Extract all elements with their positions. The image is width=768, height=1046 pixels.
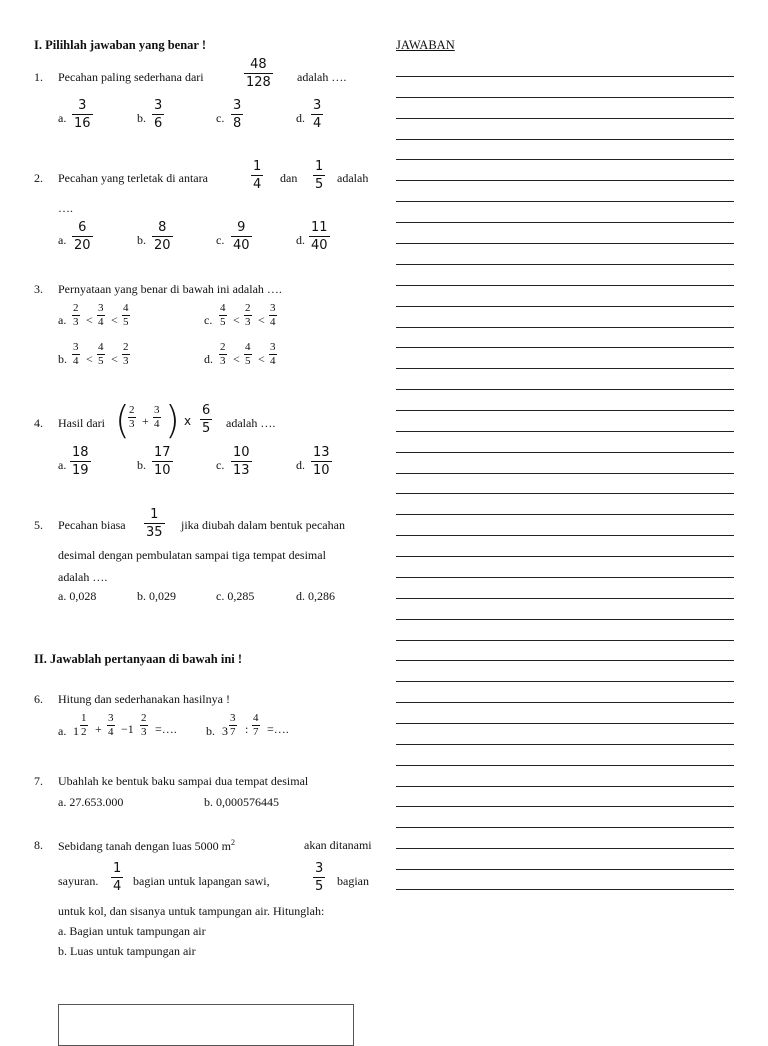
- q1-text: Pecahan paling sederhana dari: [58, 70, 204, 84]
- q1-opt-b: 3 6: [154, 98, 163, 131]
- q6-a-label: a.: [58, 724, 67, 738]
- q3-opt-a-label: a.: [58, 313, 67, 327]
- answer-line[interactable]: [396, 473, 734, 474]
- q3-opt-b-label: b.: [58, 352, 67, 366]
- q8-a: a. Bagian untuk tampungan air: [58, 924, 206, 938]
- q8-line2-a: sayuran.: [58, 874, 99, 888]
- answer-line[interactable]: [396, 180, 734, 181]
- answer-header: JAWABAN: [396, 38, 455, 52]
- answer-line[interactable]: [396, 327, 734, 328]
- q6-a-frac2: 3 4: [108, 712, 114, 738]
- q6-number: 6.: [34, 692, 43, 706]
- q4-frac-a: 2 3: [129, 404, 135, 430]
- q6-a-eq: =….: [155, 722, 177, 736]
- answer-line[interactable]: [396, 889, 734, 890]
- q4-paren-left: (: [115, 398, 130, 442]
- q8-b: b. Luas untuk tampungan air: [58, 944, 196, 958]
- q4-paren-right: ): [165, 398, 180, 442]
- q8-fraction-2: 3 5: [315, 861, 324, 894]
- q3-opt-a-f2: 3 4: [98, 302, 104, 328]
- answer-line[interactable]: [396, 744, 734, 745]
- answer-line[interactable]: [396, 723, 734, 724]
- q3-opt-d-label: d.: [204, 352, 213, 366]
- q4-opt-d: 13 10: [313, 445, 330, 478]
- q1-tail: adalah ….: [297, 70, 347, 84]
- q7-text: Ubahlah ke bentuk baku sampai dua tempat desimal: [58, 774, 309, 788]
- answer-line[interactable]: [396, 201, 734, 202]
- q5-opt-a: a. 0,028: [58, 589, 97, 603]
- q5-text2: jika diubah dalam bentuk pecahan: [181, 518, 345, 532]
- q4-opt-a: 18 19: [72, 445, 89, 478]
- q5-opt-d: d. 0,286: [296, 589, 335, 603]
- answer-line[interactable]: [396, 222, 734, 223]
- answer-line[interactable]: [396, 598, 734, 599]
- answer-box: [58, 1004, 354, 1046]
- q6-a-whole: 1: [73, 724, 79, 738]
- answer-line[interactable]: [396, 514, 734, 515]
- q3-opt-c-f2: 2 3: [245, 302, 251, 328]
- q2-text: Pecahan yang terletak di antara: [58, 171, 208, 185]
- q8-line2-b: bagian untuk lapangan sawi,: [133, 874, 270, 888]
- q6-b-label: b.: [206, 724, 215, 738]
- q2-tail: adalah: [337, 171, 369, 185]
- q6-b-frac2: 4 7: [253, 712, 259, 738]
- q4-plus: +: [142, 414, 149, 428]
- answer-line[interactable]: [396, 118, 734, 119]
- answer-line[interactable]: [396, 452, 734, 453]
- q4-number: 4.: [34, 416, 43, 430]
- answer-line[interactable]: [396, 243, 734, 244]
- answer-line[interactable]: [396, 97, 734, 98]
- q6-b-eq: =….: [267, 722, 289, 736]
- q6-a-frac1: 1 2: [81, 712, 87, 738]
- q6-b-frac1: 3 7: [230, 712, 236, 738]
- section2-title: II. Jawablah pertanyaan di bawah ini !: [34, 652, 243, 666]
- answer-line[interactable]: [396, 493, 734, 494]
- q3-opt-d-f1: 2 3: [220, 341, 226, 367]
- answer-line[interactable]: [396, 285, 734, 286]
- answer-line[interactable]: [396, 431, 734, 432]
- q1-opt-c: 3 8: [233, 98, 242, 131]
- answer-line[interactable]: [396, 264, 734, 265]
- answer-line[interactable]: [396, 702, 734, 703]
- q1-opt-a-label: a.: [58, 111, 67, 125]
- q3-opt-c-label: c.: [204, 313, 213, 327]
- q2-number: 2.: [34, 171, 43, 185]
- answer-line[interactable]: [396, 806, 734, 807]
- q3-text: Pernyataan yang benar di bawah ini adalah ….: [58, 282, 282, 296]
- q3-opt-b-f2: 4 5: [98, 341, 104, 367]
- q3-opt-d-lt1: <: [233, 352, 240, 366]
- q6-a-minus: −1: [121, 722, 134, 736]
- answer-line[interactable]: [396, 76, 734, 77]
- q3-opt-d-lt2: <: [258, 352, 265, 366]
- q2-opt-d: 11 40: [311, 220, 328, 253]
- answer-line[interactable]: [396, 827, 734, 828]
- q6-b-colon: :: [245, 722, 249, 736]
- answer-line[interactable]: [396, 786, 734, 787]
- q3-opt-c-f1: 4 5: [220, 302, 226, 328]
- q4-frac-b: 3 4: [154, 404, 160, 430]
- q4-tail: adalah ….: [226, 416, 276, 430]
- q4-opt-a-label: a.: [58, 458, 67, 472]
- q7-number: 7.: [34, 774, 43, 788]
- q1-opt-d-label: d.: [296, 111, 305, 125]
- answer-line[interactable]: [396, 556, 734, 557]
- answer-line[interactable]: [396, 410, 734, 411]
- q8-number: 8.: [34, 838, 43, 852]
- answer-line[interactable]: [396, 535, 734, 536]
- q2-dan: dan: [280, 171, 298, 185]
- q1-frac-den: 128: [246, 75, 271, 90]
- q7-b: b. 0,000576445: [204, 795, 279, 809]
- q2-fraction-2: 1 5: [315, 159, 324, 192]
- q8-line2-c: bagian: [337, 874, 369, 888]
- q4-frac-c: 6 5: [202, 403, 211, 436]
- q8-text: Sebidang tanah dengan luas 5000 $m^2$: [58, 838, 235, 853]
- q2-opt-a-label: a.: [58, 233, 67, 247]
- q1-opt-c-label: c.: [216, 111, 225, 125]
- q6-a-plus: +: [95, 722, 102, 736]
- q5-number: 5.: [34, 518, 43, 532]
- answer-line[interactable]: [396, 619, 734, 620]
- q3-opt-c-lt2: <: [258, 313, 265, 327]
- q4-opt-d-label: d.: [296, 458, 305, 472]
- q3-opt-b-lt1: <: [86, 352, 93, 366]
- q2-opt-c: 9 40: [233, 220, 250, 253]
- section1-title: I. Pilihlah jawaban yang benar !: [34, 38, 207, 52]
- q2-fraction-1: 1 4: [253, 159, 262, 192]
- q4-opt-b: 17 10: [154, 445, 171, 478]
- q8-text-end: akan ditanami: [304, 838, 372, 852]
- q3-opt-a-f1: 2 3: [73, 302, 79, 328]
- q3-opt-d-f2: 4 5: [245, 341, 251, 367]
- answer-line[interactable]: [396, 139, 734, 140]
- q4-times: x: [184, 414, 192, 428]
- q3-number: 3.: [34, 282, 43, 296]
- q2-opt-c-label: c.: [216, 233, 225, 247]
- answer-line[interactable]: [396, 640, 734, 641]
- q3-opt-a-lt2: <: [111, 313, 118, 327]
- q3-opt-d-f3: 3 4: [270, 341, 276, 367]
- q6-b-whole: 3: [222, 724, 228, 738]
- q1-number: 1.: [34, 70, 43, 84]
- q3-opt-c-lt1: <: [233, 313, 240, 327]
- q4-opt-c: 10 13: [233, 445, 250, 478]
- q5-opt-c: c. 0,285: [216, 589, 255, 603]
- answer-line[interactable]: [396, 389, 734, 390]
- answer-line[interactable]: [396, 347, 734, 348]
- q3-opt-b-f1: 3 4: [73, 341, 79, 367]
- q6-a-frac3: 2 3: [141, 712, 147, 738]
- q5-fraction: 1 35: [146, 507, 163, 540]
- answer-line[interactable]: [396, 660, 734, 661]
- answer-line[interactable]: [396, 368, 734, 369]
- q4-opt-b-label: b.: [137, 458, 146, 472]
- q6-text: Hitung dan sederhanakan hasilnya !: [58, 692, 230, 706]
- q1-opt-d: 3 4: [313, 98, 322, 131]
- q3-opt-a-lt1: <: [86, 313, 93, 327]
- q1-opt-a: 3 16: [74, 98, 91, 131]
- q4-text: Hasil dari: [58, 416, 105, 430]
- q8-fraction-1: 1 4: [113, 861, 122, 894]
- q2-opt-a: 6 20: [74, 220, 91, 253]
- answer-line[interactable]: [396, 765, 734, 766]
- answer-line[interactable]: [396, 577, 734, 578]
- q2-ellipsis: ….: [58, 201, 73, 215]
- q3-opt-c-f3: 3 4: [270, 302, 276, 328]
- q1-frac-num: 48: [250, 57, 267, 72]
- q1-opt-b-label: b.: [137, 111, 146, 125]
- q1-fraction: [244, 58, 273, 89]
- q8-superscript: 2: [230, 838, 235, 847]
- q3-opt-b-lt2: <: [111, 352, 118, 366]
- q5-text: Pecahan biasa: [58, 518, 126, 532]
- q5-opt-b: b. 0,029: [137, 589, 176, 603]
- q7-a: a. 27.653.000: [58, 795, 124, 809]
- q3-opt-b-f3: 2 3: [123, 341, 129, 367]
- q4-opt-c-label: c.: [216, 458, 225, 472]
- answer-line[interactable]: [396, 869, 734, 870]
- q3-opt-a-f3: 4 5: [123, 302, 129, 328]
- answer-line[interactable]: [396, 306, 734, 307]
- q8-line3: untuk kol, dan sisanya untuk tampungan air. Hitunglah:: [58, 904, 325, 918]
- answer-line[interactable]: [396, 159, 734, 160]
- q5-line2: desimal dengan pembulatan sampai tiga tempat desimal: [58, 548, 326, 562]
- q2-opt-b-label: b.: [137, 233, 146, 247]
- answer-line[interactable]: [396, 681, 734, 682]
- q2-opt-b: 8 20: [154, 220, 171, 253]
- q5-line3: adalah ….: [58, 570, 108, 584]
- answer-line[interactable]: [396, 848, 734, 849]
- q2-opt-d-label: d.: [296, 233, 305, 247]
